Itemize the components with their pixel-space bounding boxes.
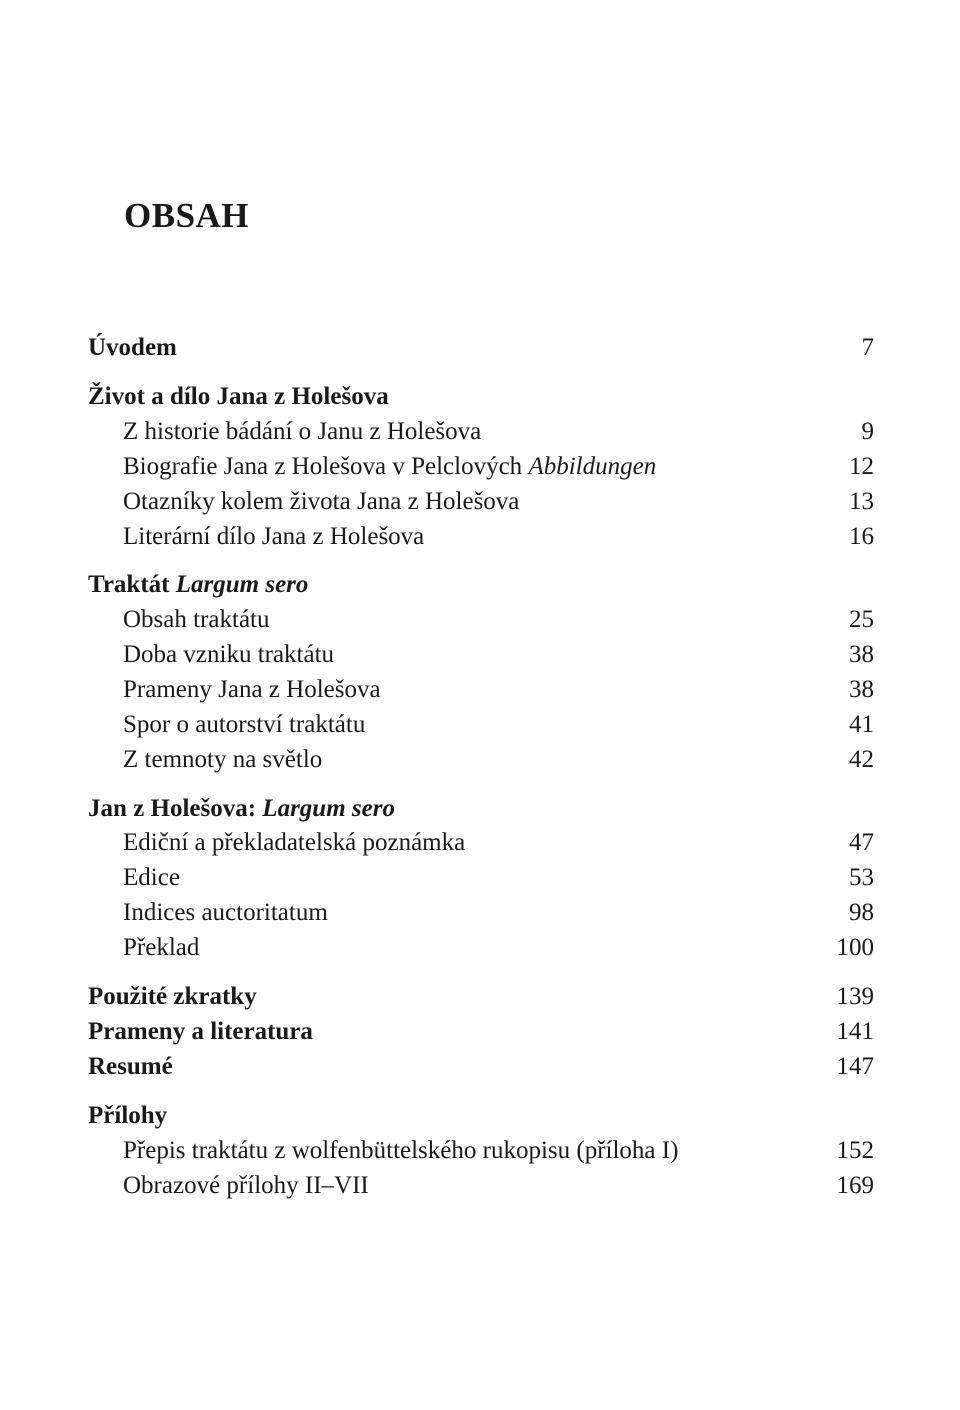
- toc-entry-label: Resumé: [88, 1053, 173, 1080]
- toc-entry-label: Ediční a překladatelská poznámka: [123, 829, 466, 856]
- toc-entry: [123, 414, 874, 449]
- toc-entry-page: 13: [849, 488, 874, 515]
- toc-entry: [123, 672, 874, 707]
- toc-entry-page: 139: [836, 983, 874, 1010]
- toc-entry-label: Indices auctoritatum: [123, 899, 328, 926]
- toc-entry-page: 152: [836, 1137, 874, 1164]
- toc-entry: [123, 707, 874, 742]
- toc-entry-label: Edice: [123, 864, 180, 891]
- toc-entry: [123, 519, 874, 554]
- toc-entry: [123, 602, 874, 637]
- toc-entry: [88, 379, 874, 414]
- toc-entry-label: Překlad: [123, 934, 200, 961]
- toc-entry: [88, 1014, 874, 1049]
- toc-entry-page: 100: [836, 934, 874, 961]
- toc-entry: [88, 567, 874, 602]
- toc-entry: [88, 979, 874, 1014]
- toc-entry-label: Doba vzniku traktátu: [123, 641, 335, 668]
- toc-entry-label: Obsah traktátu: [123, 606, 270, 633]
- toc-entry: [123, 1133, 874, 1168]
- toc-entry-label: Úvodem: [88, 334, 177, 361]
- toc-entry-page: 25: [849, 606, 874, 633]
- toc-entry-label: Traktát Largum sero: [88, 571, 309, 598]
- toc-entry-label: Z temnoty na světlo: [123, 746, 323, 773]
- toc-entry: [88, 330, 874, 365]
- toc-entry: [88, 1098, 874, 1133]
- toc-entry: [123, 1168, 874, 1203]
- toc-entry: [88, 1049, 874, 1084]
- toc-entry-label: Použité zkratky: [88, 983, 257, 1010]
- toc-entry-page: 41: [849, 711, 874, 738]
- toc-entry-page: 169: [836, 1172, 874, 1199]
- toc-entry-page: 42: [849, 746, 874, 773]
- toc-entry-label: Život a dílo Jana z Holešova: [88, 383, 389, 410]
- toc-entry: [123, 449, 874, 484]
- toc-entry-page: 16: [849, 523, 874, 550]
- toc-entry-label: Obrazové přílohy II–VII: [123, 1172, 369, 1199]
- toc-entry: [123, 895, 874, 930]
- page-title: OBSAH: [124, 196, 250, 235]
- toc-entry-page: 47: [849, 829, 874, 856]
- toc-entry-label: Z historie bádání o Janu z Holešova: [123, 418, 482, 445]
- toc-entry-page: 98: [849, 899, 874, 926]
- toc-entry: [123, 742, 874, 777]
- toc-entry-label: Přepis traktátu z wolfenbüttelského rukopisu (příloha I): [123, 1137, 679, 1164]
- toc-entry: [88, 791, 874, 826]
- toc-entry: [123, 860, 874, 895]
- toc-entry-page: 38: [849, 676, 874, 703]
- toc-entry-page: 141: [836, 1018, 874, 1045]
- toc-entry-label: Biografie Jana z Holešova v Pelclových Abbildungen: [123, 453, 657, 480]
- toc-entry-label: Otazníky kolem života Jana z Holešova: [123, 488, 520, 515]
- toc-entry-label: Jan z Holešova: Largum sero: [88, 795, 395, 822]
- toc-entry-page: 38: [849, 641, 874, 668]
- toc-entry-page: 53: [849, 864, 874, 891]
- toc-entry-page: 12: [849, 453, 874, 480]
- toc-entry-label: Spor o autorství traktátu: [123, 711, 366, 738]
- toc-entry: [123, 637, 874, 672]
- toc-entry-page: 7: [861, 334, 874, 361]
- toc-entry: [123, 825, 874, 860]
- toc-entry: [123, 930, 874, 965]
- toc-entry-label: Přílohy: [88, 1102, 168, 1129]
- toc-entry-label: Literární dílo Jana z Holešova: [123, 523, 425, 550]
- toc-entry-label: Prameny Jana z Holešova: [123, 676, 381, 703]
- toc-entry: [123, 484, 874, 519]
- toc-entry-page: 9: [861, 418, 874, 445]
- toc-entry-page: 147: [836, 1053, 874, 1080]
- toc-entry-label: Prameny a literatura: [88, 1018, 313, 1045]
